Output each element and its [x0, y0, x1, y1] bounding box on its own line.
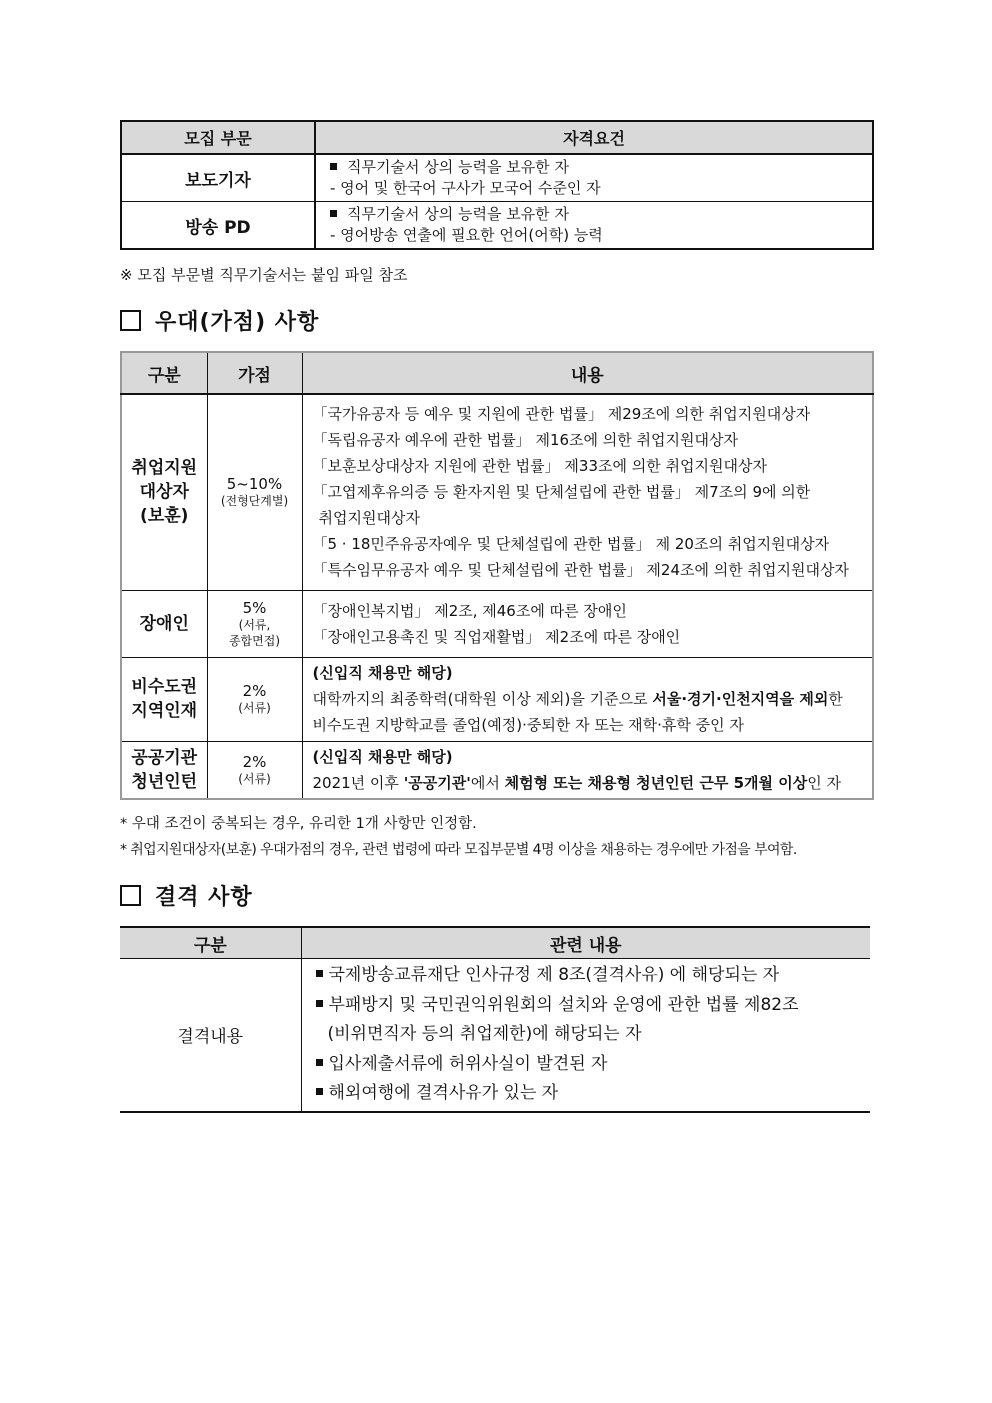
requirement-line: - 영어 및 한국어 구사가 모국어 수준인 자 [330, 179, 601, 197]
table-row [121, 590, 873, 657]
requirement-line: - 영어방송 연출에 필요한 언어(어학) 능력 [330, 226, 603, 244]
table-header-row [121, 121, 873, 154]
row-points: 2% (서류) [207, 657, 302, 741]
bullet-square-icon [330, 163, 337, 170]
disqualification-table [120, 926, 870, 1113]
bullet-square-icon [316, 970, 323, 977]
preference-table [120, 351, 874, 800]
row-requirements [315, 154, 873, 202]
row-category: 보도기자 [121, 154, 315, 202]
row-category: 장애인 [121, 590, 207, 657]
qualification-table [120, 120, 874, 250]
row-category: 비수도권 지역인재 [121, 657, 207, 741]
bullet-square-icon [330, 210, 337, 217]
header-points: 가점 [207, 352, 302, 394]
header-content: 내용 [302, 352, 873, 394]
header-category: 구분 [121, 352, 207, 394]
row-category: 결격내용 [120, 959, 301, 1112]
table-row [121, 202, 873, 250]
table-row [121, 657, 873, 741]
table-row [121, 741, 873, 799]
bullet-square-icon [316, 1088, 323, 1095]
requirement-line: 직무기술서 상의 능력을 보유한 자 [330, 204, 872, 225]
row-requirements [315, 202, 873, 250]
header-category: 구분 [120, 927, 301, 959]
preference-note: * 우대 조건이 중복되는 경우, 유리한 1개 사항만 인정함. [120, 816, 477, 832]
row-points: 5~10% (전형단계별) [207, 394, 302, 590]
row-points: 5% (서류, 종합면접) [207, 590, 302, 657]
row-category: 방송 PD [121, 202, 315, 250]
row-content: 「국가유공자 등 예우 및 지원에 관한 법률」 제29조에 의한 취업지원대상자 「독립유공자 예우에 관한 법률」 제16조에 의한 취업지원대상자 「보훈보상대상자 지원에 관한 법률」 제33조에 의한 취업지원대상자 「고엽제후유의증 등 환자지원 및 단체설립에 관한 법률」 제7조의 9에 의한 취업지원대상자 「5 · 18민주유공자예우 및 단체설립에 관한 법률」 제 20조의 취업지원대상자 「특수임무유공자 예우 및 단체설립에 관한 법률」 제24조에 의한 취업지원대상자 [302, 394, 873, 590]
section-title-preference: 우대(가점) 사항 [120, 305, 319, 336]
header-recruit-field: 모집 부문 [121, 121, 315, 154]
row-points: 2% (서류) [207, 741, 302, 799]
table-row [121, 154, 873, 202]
table-row [121, 394, 873, 590]
row-category: 공공기관 청년인턴 [121, 741, 207, 799]
row-content: (신입직 채용만 해당) 2021년 이후 '공공기관'에서 체험형 또는 채용형 청년인턴 근무 5개월 이상인 자 [302, 741, 873, 799]
table-header-row [120, 927, 870, 959]
table-header-row [121, 352, 873, 394]
table-row [120, 959, 870, 1112]
checkbox-square-icon [120, 885, 141, 906]
row-content: (신입직 채용만 해당) 대학까지의 최종학력(대학원 이상 제외)을 기준으로 서울·경기·인천지역을 제외한 비수도권 지방학교를 졸업(예정)·중퇴한 자 또는 재학·휴학 중인 자 [302, 657, 873, 741]
row-category: 취업지원 대상자 (보훈) [121, 394, 207, 590]
attachment-note: ※ 모집 부문별 직무기술서는 붙임 파일 참조 [120, 266, 408, 284]
row-content: 「장애인복지법」 제2조, 제46조에 따른 장애인 「장애인고용촉진 및 직업재활법」 제2조에 따른 장애인 [302, 590, 873, 657]
header-requirements: 자격요건 [315, 121, 873, 154]
preference-note: * 취업지원대상자(보훈) 우대가점의 경우, 관련 법령에 따라 모집부문별 4명 이상을 채용하는 경우에만 가점을 부여함. [120, 842, 797, 858]
checkbox-square-icon [120, 310, 141, 331]
section-title-disqualification: 결격 사항 [120, 880, 253, 911]
row-content: 국제방송교류재단 인사규정 제 8조(결격사유) 에 해당되는 자 부패방지 및 국민권익위원회의 설치와 운영에 관한 법률 제82조 (비위면직자 등의 취업제한)에 해당되는 자 입사제출서류에 허위사실이 발견된 자 해외여행에 결격사유가 있는 자 [301, 959, 870, 1112]
bullet-square-icon [316, 1059, 323, 1066]
bullet-square-icon [316, 1000, 323, 1007]
header-related-content: 관련 내용 [301, 927, 870, 959]
requirement-line: 직무기술서 상의 능력을 보유한 자 [330, 157, 872, 178]
